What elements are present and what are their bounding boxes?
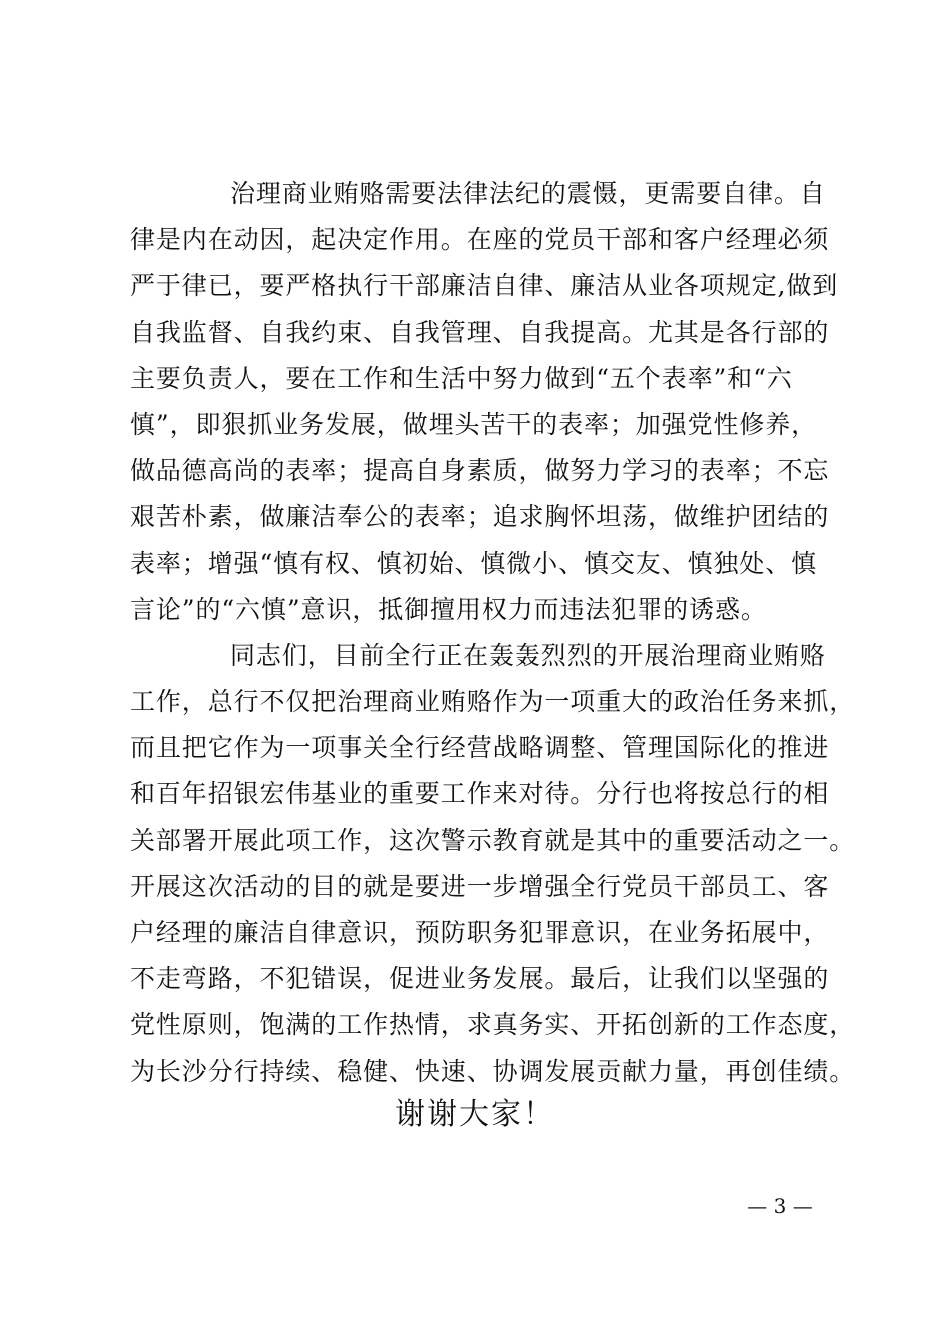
paragraph-line: 做品德高尚的表率；提高自身素质，做努力学习的表率；不忘: [130, 456, 830, 486]
paragraph-line: 艰苦朴素，做廉洁奉公的表率；追求胸怀坦荡，做维护团结的: [130, 502, 830, 532]
paragraph-line: 不走弯路，不犯错误，促进业务发展。最后，让我们以坚强的: [130, 964, 830, 994]
paragraph-line: 户经理的廉洁自律意识，预防职务犯罪意识，在业务拓展中，: [130, 918, 830, 947]
paragraph-line: 和百年招银宏伟基业的重要工作来对待。分行也将按总行的相: [130, 779, 830, 809]
paragraph-line: 慎”，即狠抓业务发展，做埋头苦干的表率；加强党性修养，: [130, 409, 818, 439]
paragraph-line: 开展这次活动的目的就是要进一步增强全行党员干部员工、客: [130, 871, 830, 901]
paragraph-line: 自我监督、自我约束、自我管理、自我提高。尤其是各行部的: [130, 317, 830, 347]
page-number: — 3 —: [747, 1194, 813, 1218]
paragraph-line: 同志们，目前全行正在轰轰烈烈的开展治理商业贿赂: [230, 640, 826, 670]
paragraph-comrades: [130, 633, 856, 1095]
paragraph-self-discipline: [130, 171, 839, 633]
paragraph-line: 严于律已，要严格执行干部廉洁自律、廉洁从业各项规定,做到: [130, 271, 839, 301]
paragraph-line: 关部署开展此项工作，这次警示教育就是其中的重要活动之一。: [130, 825, 856, 855]
paragraph-line: 律是内在动因，起决定作用。在座的党员干部和客户经理必须: [130, 225, 830, 255]
paragraph-line: 工作，总行不仅把治理商业贿赂作为一项重大的政治任务来抓，: [130, 687, 856, 717]
paragraph-line: 党性原则，饱满的工作热情，求真务实、开拓创新的工作态度，: [130, 1010, 856, 1040]
paragraph-line: 而且把它作为一项事关全行经营战略调整、管理国际化的推进: [130, 733, 830, 763]
body-text: [130, 171, 856, 1095]
paragraph-line: 言论”的“六慎”意识，抵御擅用权力而违法犯罪的诱惑。: [130, 594, 767, 624]
paragraph-line: 主要负责人，要在工作和生活中努力做到“五个表率”和“六: [130, 363, 793, 393]
paragraph-line: 表率；增强“慎有权、慎初始、慎微小、慎交友、慎独处、慎: [130, 548, 818, 578]
paragraph-line: 治理商业贿赂需要法律法纪的震慑，更需要自律。自: [230, 179, 826, 208]
paragraph-line: 为长沙分行持续、稳健、快速、协调发展贡献力量，再创佳绩。: [130, 1056, 856, 1086]
closing-remark: 谢谢大家！: [395, 1097, 555, 1132]
